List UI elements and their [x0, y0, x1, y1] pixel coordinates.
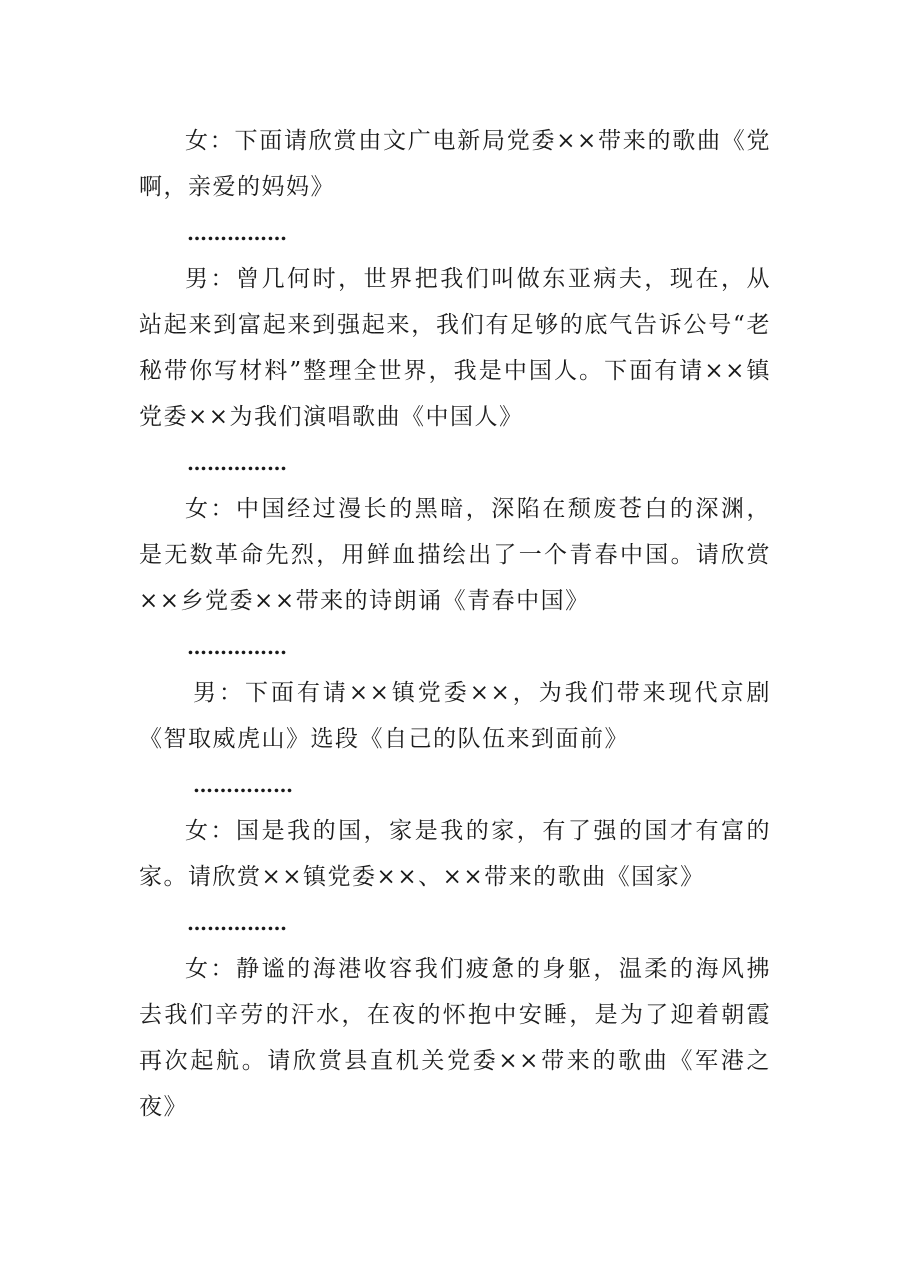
document-body — [139, 118, 771, 1130]
paragraph-2: 男：曾几何时，世界把我们叫做东亚病夫，现在，从站起来到富起来到强起来，我们有足够的底气告诉公号“老秘带你写材料”整理全世界，我是中国人。下面有请××镇党委××为我们演唱歌曲《中国人》 — [139, 266, 771, 430]
paragraph-5: 女：国是我的国，家是我的家，有了强的国才有富的家。请欣赏××镇党委××、××带来的歌曲《国家》 — [139, 818, 771, 890]
paragraph-3: 女：中国经过漫长的黑暗，深陷在颓废苍白的深渊，是无数革命先烈，用鲜血描绘出了一个青春中国。请欣赏××乡党委××带来的诗朗诵《青春中国》 — [139, 496, 771, 614]
ellipsis-separator-1: …………… — [187, 221, 287, 245]
paragraph-6: 女：静谧的海港收容我们疲惫的身躯，温柔的海风拂去我们辛劳的汗水，在夜的怀抱中安睡，是为了迎着朝霞再次起航。请欣赏县直机关党委××带来的歌曲《军港之夜》 — [139, 956, 771, 1120]
ellipsis-separator-5: …………… — [187, 911, 287, 935]
ellipsis-separator-3: …………… — [187, 635, 287, 659]
ellipsis-separator-4: …………… — [193, 773, 293, 797]
ellipsis-separator-2: …………… — [187, 451, 287, 475]
paragraph-1: 女：下面请欣赏由文广电新局党委××带来的歌曲《党啊，亲爱的妈妈》 — [139, 128, 771, 200]
paragraph-4: 男：下面有请××镇党委××，为我们带来现代京剧《智取威虎山》选段《自己的队伍来到面前》 — [139, 680, 771, 752]
